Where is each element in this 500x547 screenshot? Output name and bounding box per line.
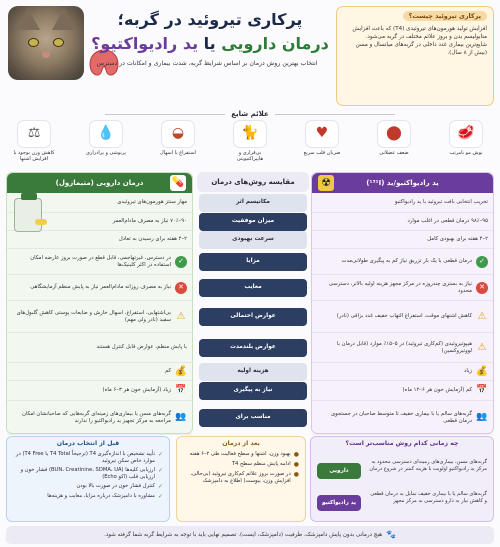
- calendar-icon: 📅: [175, 384, 187, 395]
- after-item-text: بهبود وزن، اشتها و سطح فعالیت طی ۲–۶ هفته: [189, 450, 291, 457]
- title-radioiodine: ید رادیواکتیو؟: [91, 34, 199, 53]
- people-icon: 👥: [175, 411, 187, 422]
- before-item-text: ارزیابی کلیه‌ها (BUN، Creatinine، SDMA، UA) فشار خون و ارزیابی قلب (اکو Echo): [20, 466, 155, 480]
- paw-icon: 🐾: [386, 530, 397, 539]
- title-drug-treatment: درمان دارویی: [221, 34, 329, 53]
- drug-row: [7, 231, 192, 249]
- symptom-item: [442, 120, 490, 168]
- what-box-tag: پرکاری تیروئید چیست؟: [403, 11, 487, 21]
- comparison-label: عوارض بلندمدت: [199, 339, 307, 357]
- what-box-text: افزایش تولید هورمون‌های تیروئیدی (T4) که باعث افزایش متابولیسم بدن و بروز علائم مختلف در گربه می‌شود. شایع‌ترین بیماری غدد داخلی در گربه‌های میانسال و مسن (بیش از ۸ سال).: [352, 26, 487, 57]
- meat-icon: 🥩: [449, 120, 483, 148]
- drug-row: [7, 363, 192, 381]
- radioiodine-column: [311, 172, 494, 434]
- radioiodine-row: [312, 193, 493, 213]
- symptom-label: نوش مو نامرتب: [449, 150, 483, 156]
- drug-cell-text: ۹۰–۷۰٪ نیاز به مصرف مادام‌العمر: [112, 218, 187, 225]
- scale-icon: ⚖: [17, 120, 51, 148]
- radioiodine-cell-text: گربه‌های سالم یا با بیماری خفیف تا متوسط صاحبان در جستجوی درمان قطعی: [330, 410, 472, 424]
- radioiodine-cell-text: نیاز به بستری چندروزه در مرکز مجهز هزینه اولیه بالاتر، دسترسی محدود: [328, 280, 472, 294]
- symptom-label: ضعف عضلانی: [379, 150, 409, 156]
- after-treatment-list: [177, 450, 305, 486]
- cross-icon: ✕: [175, 282, 187, 294]
- comparison-label: مزایا: [199, 253, 307, 271]
- what-is-hyperthyroidism-box: [336, 6, 494, 106]
- before-item: [7, 482, 169, 492]
- muscle-icon: ⬤: [377, 120, 411, 148]
- before-item: [7, 450, 169, 466]
- radioiodine-cell-text: کاهش اشتهای موقت، استفراغ التهاب خفیف غدد بزاقی (نادر): [336, 313, 472, 320]
- comparison-label: سرعت بهبودی: [199, 231, 307, 249]
- footer-text: هیچ درمانی بدون پایش دامپزشک، ظرفیت (دامپزشک، ایست). تصمیم نهایی باید با توجه به شرایط گربه شما گرفته شود.: [104, 531, 383, 538]
- drug-row: [7, 381, 192, 401]
- symptom-item: [10, 120, 58, 168]
- check-icon: ✓: [175, 256, 187, 268]
- radioiodine-row: [312, 231, 493, 249]
- drug-cell-text: گربه‌های مسن یا بیماری‌های زمینه‌ای گربه‌هایی که صاحبانشان امکان مراجعه به مرکز تجهیز ید رادیواکتیو را ندارند: [22, 410, 171, 424]
- symptom-label: کاهش وزن بوجود با افزایش اشتها: [13, 150, 55, 162]
- radioiodine-title: ید رادیواکتیو/ید (¹³¹I): [366, 178, 439, 187]
- check-icon: ✓: [476, 256, 488, 268]
- title-or: یا: [203, 34, 216, 53]
- comparison-label: نیاز به پیگیری: [199, 382, 307, 400]
- before-item-text: مشاوره با دامپزشک درباره مزایا، معایب و هزینه‌ها: [47, 492, 155, 499]
- before-item: [7, 466, 169, 482]
- before-item-text: کنترل فشار خون در صورت بالا بودن: [76, 482, 155, 489]
- cross-icon: ✕: [476, 282, 488, 294]
- cat-icon: 🐈: [233, 120, 267, 148]
- before-treatment-title: قبل از انتخاب درمان: [56, 440, 120, 447]
- pill-icon: 💊: [170, 175, 186, 191]
- radioiodine-cell-text: ۲–۴ هفته برای بهبودی کامل: [427, 236, 488, 243]
- page-subtitle: انتخاب بهترین روش درمان بر اساس شرایط گربه، شدت بیماری و امکانات در دسترس: [96, 60, 318, 67]
- after-item-text: ادامه پایش منظم سطح T4: [231, 460, 291, 467]
- drug-row: [7, 249, 192, 275]
- coins-icon: 💰: [475, 366, 489, 377]
- after-item-text: در صورت بروز علائم کم‌کاری تیروئید (بی‌حالی، افزایش وزن، یبوست) اطلاع به دامپزشک: [190, 470, 291, 484]
- page-title-line2: [90, 34, 330, 54]
- warning-icon: ⚠: [176, 311, 186, 322]
- check-icon: ✓: [157, 450, 163, 458]
- medicine-bottle-icon: [14, 198, 42, 232]
- drug-row: [7, 301, 192, 333]
- radioiodine-row: [312, 363, 493, 381]
- before-item: [7, 492, 169, 502]
- radioiodine-row: [312, 333, 493, 363]
- before-item-text: تأیید تشخیص با اندازه‌گیری T4 (ترجیحاً T4 Total یا T4 Free) در موارد خاص سکن تیروئید: [15, 450, 155, 464]
- before-treatment-list: [7, 450, 169, 502]
- drug-cell-text: بی‌اشتهایی، استفراغ، اسهال خارش و ضایعات پوستی کاهش گلبول‌های سفید (نادر ولی مهم): [16, 309, 171, 323]
- radioiodine-cell-text: زیاد: [463, 368, 472, 375]
- pick-drug-text: گربه‌های مسن، بیماری‌های زمینه‌ای دسترسی محدود به مرکز ید رادیواکتیو اولویت با هزینه کمتر در شروع درمان: [369, 459, 487, 472]
- symptom-item: [82, 120, 130, 168]
- pick-radio-label: ید رادیواکتیو: [317, 495, 361, 511]
- coins-icon: 💰: [174, 366, 188, 377]
- symptom-label: پرنوشی و پرادراری: [86, 150, 126, 156]
- drug-cell-text: زیاد (آزمایش خون هر ۳–۶ ماه): [102, 387, 171, 394]
- radioiodine-row: [312, 401, 493, 435]
- after-item: [177, 460, 305, 470]
- bullet-icon: ●: [293, 460, 299, 468]
- cat-photo: [8, 6, 84, 80]
- drug-cell-text: با پایش منظم، عوارض قابل کنترل هستند: [96, 344, 187, 351]
- symptoms-title: علائم شایع: [0, 110, 500, 119]
- radiation-icon: ☢: [318, 175, 334, 191]
- drug-cell-text: کم: [164, 368, 171, 375]
- radioiodine-cell-text: کم (آزمایش خون هر ۶–۱۲ ماه): [402, 387, 472, 394]
- header: [0, 0, 500, 108]
- pick-radio-text: گربه‌های سالم یا با بیماری خفیف تمایل به درمان قطعی و کاهش نیاز به دارو دسترسی به مرکز مجهز: [370, 491, 487, 504]
- symptom-label: بی‌قراری و هایپراکتیویتی: [236, 150, 264, 162]
- people-icon: 👥: [476, 411, 488, 422]
- radioiodine-row: [312, 275, 493, 301]
- drug-row: [7, 333, 192, 363]
- radioiodine-header: [312, 173, 493, 193]
- drug-cell-text: مهار سنتز هورمون‌های تیروئیدی: [117, 199, 187, 206]
- symptom-item: [370, 120, 418, 168]
- radioiodine-row: [312, 381, 493, 401]
- warning-icon: ⚠: [477, 342, 487, 353]
- heart-icon: ♥: [305, 120, 339, 148]
- radioiodine-row: [312, 249, 493, 275]
- symptom-label: ضربان قلب سریع: [303, 150, 341, 156]
- symptom-item: [298, 120, 346, 168]
- after-treatment-title: بعد از درمان: [222, 440, 260, 447]
- comparison-header: مقایسه روش‌های درمان: [197, 172, 309, 192]
- symptom-item: [154, 120, 202, 168]
- water-drop-icon: 💧: [89, 120, 123, 148]
- comparison-label: معایب: [199, 279, 307, 297]
- check-icon: ✓: [157, 492, 163, 500]
- comparison-label: مکانیسم اثر: [199, 194, 307, 212]
- comparison-label: میزان موفقیت: [199, 213, 307, 231]
- footer-note: [6, 526, 494, 544]
- drug-cell-text: ۲–۴ هفته برای رسیدن به تعادل: [118, 236, 187, 243]
- drug-row: [7, 401, 192, 435]
- radioiodine-cell-text: ۹۵–۹۸٪ درمان قطعی در اغلب موارد: [407, 218, 488, 225]
- radioiodine-row: [312, 301, 493, 333]
- radioiodine-cell-text: درمان قطعی با یک بار تزریق نیاز کم به پیگیری طولانی‌مدت: [341, 258, 472, 265]
- page-title-line1: پرکاری تیروئید در گربه؛: [117, 10, 303, 29]
- check-icon: ✓: [157, 466, 163, 474]
- calendar-icon: 📅: [476, 384, 488, 395]
- check-icon: ✓: [157, 482, 163, 490]
- bullet-icon: ●: [293, 470, 299, 478]
- pick-drug-label: دارویی: [317, 463, 361, 479]
- comparison-column: [197, 172, 309, 434]
- after-treatment-box: [176, 436, 306, 522]
- after-item: [177, 470, 305, 486]
- bullet-icon: ●: [293, 450, 299, 458]
- before-treatment-box: [6, 436, 170, 522]
- symptom-item: [226, 120, 274, 168]
- symptom-label: استفراغ یا اسهال: [160, 150, 196, 156]
- which-method-box: [310, 436, 494, 522]
- drug-cell-text: در دسترس، غیرتهاجمی، قابل قطع در صورت بروز عارضه امکان استفاده در اکثر کلینیک‌ها: [30, 254, 171, 268]
- drug-title: درمان دارویی (متیمازول): [55, 178, 144, 187]
- drug-header: [7, 173, 192, 193]
- which-method-title: چه زمانی کدام روش مناسب‌تر است؟: [345, 440, 459, 447]
- stomach-icon: ◒: [161, 120, 195, 148]
- symptoms-row: [10, 120, 490, 168]
- radioiodine-cell-text: هیپوتیروئیدی (کم‌کاری تیروئید) در ۵–۱۵٪ موارد (قابل درمان با لووتیروکسین): [336, 340, 472, 354]
- after-item: [177, 450, 305, 460]
- drug-cell-text: نیاز به مصرف روزانه مادام‌العمر نیاز به پایش منظم آزمایشگاهی: [30, 284, 171, 291]
- warning-icon: ⚠: [477, 311, 487, 322]
- radioiodine-cell-text: تخریب انتخابی بافت تیروئید با ید رادیواکتیو: [394, 199, 488, 206]
- drug-row: [7, 275, 192, 301]
- comparison-label: عوارض احتمالی: [199, 308, 307, 326]
- comparison-label: مناسب برای: [199, 409, 307, 427]
- radioiodine-row: [312, 213, 493, 231]
- comparison-label: هزینه اولیه: [199, 363, 307, 381]
